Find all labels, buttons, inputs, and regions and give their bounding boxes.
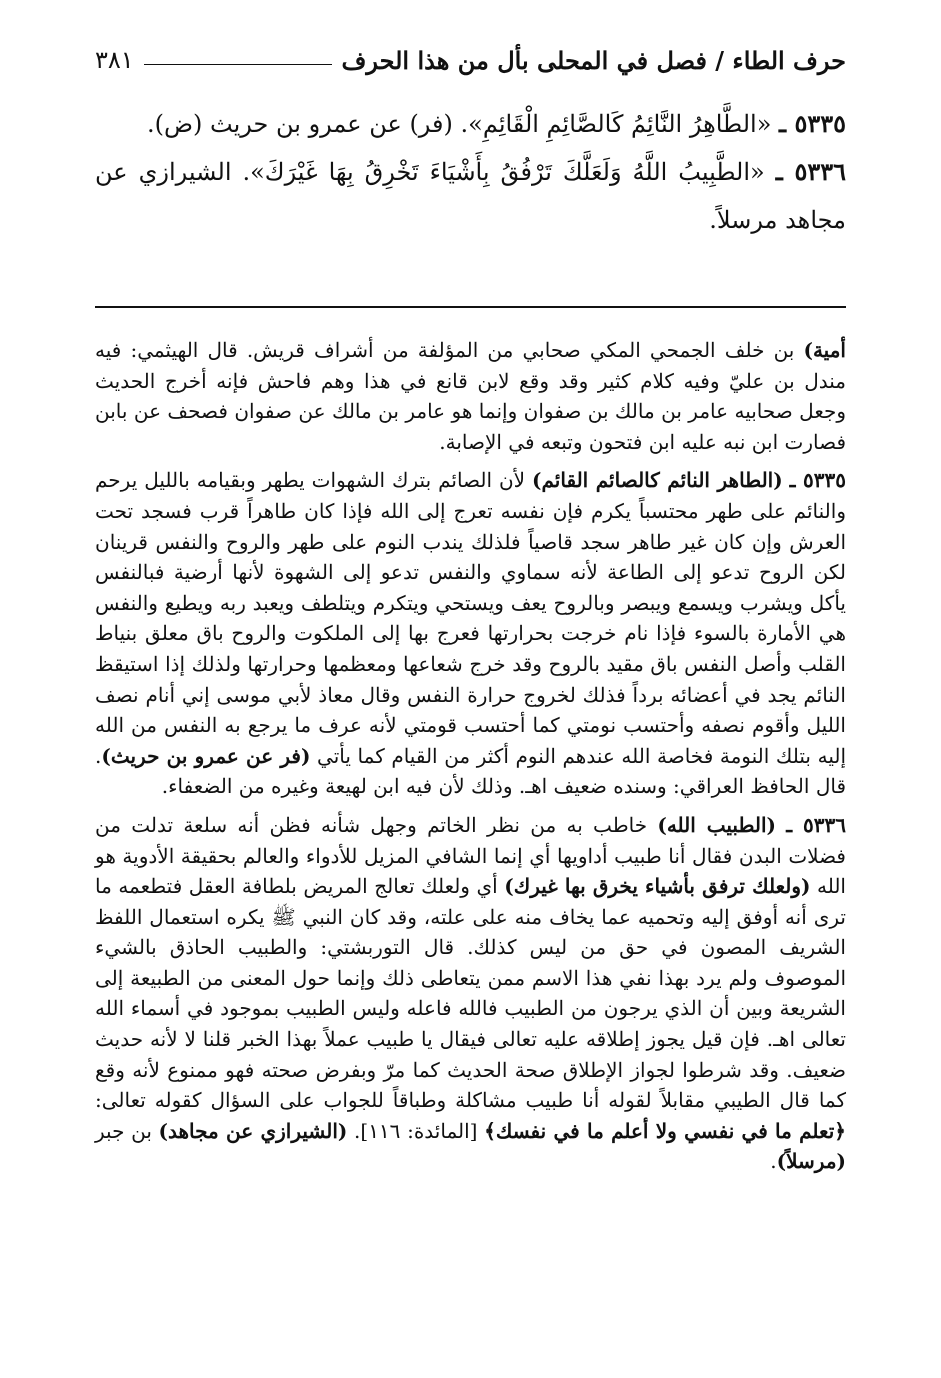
page-header [95, 40, 846, 80]
hadith-text-block [95, 100, 846, 244]
running-title: حرف الطاء / فصل في المحلى بأل من هذا الحرف [341, 45, 846, 75]
commentary-number: ٥٣٣٥ ـ [789, 468, 847, 493]
commentary-text: أي ولعلك تعالج المريض بلطافة العقل فتطعمه ما ترى أنه أوفق إليه وتحميه عما يخاف منه على علته، وقد كان النبي ﷺ يكره استعمال اللفظ الشريف المصون في حق من ليس كذلك. قال التوربشتي: والطبيب الحاذق بالشيء الموصوف ولم يرد بهذا نفي هذا الاسم ممن يتعاطى ذلك وإنما حول المعنى من الطبيعة إلى الشريعة وبين أن الذي يرجون من الطبيب فالله فاعله وليس الطبيب بموجود في أسماء الله تعالى اهـ. فإن قيل يجوز إطلاقه عليه تعالى فيقال يا طبيب عملاً بهذا الخبر قلنا لا لأنه حديث ضعيف. وقد شرطوا لجواز الإطلاق صحة الحديث كما مرّ وبفرض صحته فهو ممنوع لأنه وقع كما قال الطيبي مقابلاً لقوله أنا طبيب مشاكلة وطباقاً للجواب على السؤال كقوله تعالى: [95, 874, 846, 1113]
commentary-block [95, 335, 846, 1185]
quran-verse: ﴿تعلم ما في نفسي ولا أعلم ما في نفسك﴾ [484, 1118, 846, 1143]
commentary-paragraph-continuation [95, 335, 846, 457]
commentary-paragraph-5336 [95, 810, 846, 1177]
commentary-text: بن جبر [95, 1118, 159, 1143]
commentary-source: (فر عن عمرو بن حريث) [101, 743, 311, 768]
commentary-text: لأن الصائم بترك الشهوات يطهر وبقيامه بالليل يرحم والنائم على طهر محتسباً يكرم فإن نفسه تعرج إلى الله فإذا كان طاهراً قرب فسجد تحت العرش وإن كان غير طاهر سجد قاصياً فلذلك يندب النوم على طهر والروح والنفس قرينان لكن الروح تدعو إلى الطاعة لأنه سماوي والنفس تدعو إلى الشهوة لأنها أرضية فبالنفس يأكل ويشرب ويسمع ويبصر وبالروح يعف ويستحي ويتكرم ويتلطف ويعبد ربه ويطيع والنفس هي الأمارة بالسوء فإذا نام خرجت بحرارتها فعرج بها إلى الملكوت والروح باق معلق بنياط القلب وأصل النفس باق مقيد بالروح وقد خرج شعاعها ومعظمها وحرارتها ولذلك إذا استيقظ النائم يجد في أعضائه برداً فذلك لخروج حرارة النفس وقال معاذ لأبي موسى إني أنام نصف الليل وأقوم نصفه وأحتسب نومتي كما أحتسب قومتي لأنه عرف ما يرجع به النفس من الله إليه بتلك النومة فخاصة الله عندهم النوم أكثر من القيام كما يأتي [95, 468, 847, 768]
hadith-source: (فر) عن عمرو بن حريث (ض). [147, 110, 453, 138]
page-number: ٣٨١ [95, 46, 134, 74]
commentary-source: (مرسلاً) [776, 1149, 846, 1174]
hadith-matn: «الطَّاهِرُ النَّائِمُ كَالصَّائِمِ الْقَائِمِ». [460, 110, 772, 138]
hadith-5335 [95, 100, 846, 148]
hadith-5336 [95, 148, 846, 244]
commentary-text: . قال الحافظ العراقي: وسنده ضعيف اهـ. وذلك لأن فيه ابن لهيعة وغيره من الضعفاء. [95, 743, 846, 799]
commentary-text: خاطب به من نظر الخاتم وجهل شأنه فظن أنه سلعة تدلت من فضلات البدن فقال أنا طبيب أداويها أي إنما الشافي المزيل للأدواء والعالم بحقيقة الأدوية هو الله [95, 812, 846, 899]
hadith-source: الشيرازي عن مجاهد مرسلاً. [95, 158, 846, 234]
footnote-divider [95, 306, 846, 308]
commentary-lead: أمية) [803, 338, 846, 362]
commentary-text: بن خلف الجمحي المكي صحابي من المؤلفة من أشراف قريش. قال الهيثمي: فيه مندل بن عليّ وفيه كلام كثير وقد وقع لابن قانع في هذا وهم فاحش فإنه أخرج الحديث وجعل صحابيه عامر بن مالك بن صفوان وإنما هو عامر بن مالك عن صفوان فصحف عن بابن فصارت ابن نبه عليه ابن فتحون وتبعه في الإصابة. [95, 338, 846, 454]
header-rule [144, 64, 332, 65]
hadith-matn: «الطَّبِيبُ اللَّهُ وَلَعَلَّكَ تَرْفُقُ بِأَشْيَاءَ تَخْرِقُ بِهَا غَيْرَكَ». [242, 158, 765, 186]
commentary-lead: (الطاهر النائم كالصائم القائم) [532, 468, 783, 493]
commentary-number: ٥٣٣٦ ـ [786, 812, 846, 837]
commentary-lead: (الطبيب الله) [657, 812, 776, 837]
commentary-paragraph-5335 [95, 465, 846, 802]
hadith-number: ٥٣٣٥ ـ [779, 109, 846, 138]
commentary-quote: (ولعلك ترفق بأشياء يخرق بها غيرك) [504, 874, 811, 899]
commentary-text: [المائدة: ١١٦]. [347, 1118, 485, 1143]
commentary-text: . [770, 1149, 777, 1174]
hadith-number: ٥٣٣٦ ـ [775, 157, 846, 186]
commentary-source: (الشيرازي عن مجاهد) [158, 1118, 348, 1143]
